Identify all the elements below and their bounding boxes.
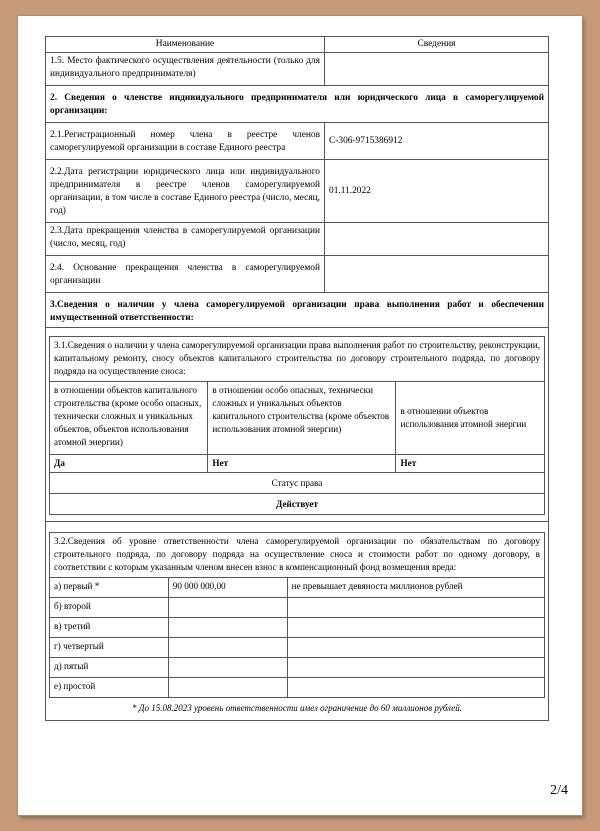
page-number: 2/4 <box>550 783 568 798</box>
liability-amount <box>168 618 287 638</box>
liability-level: а) первый * <box>50 578 169 598</box>
section-2-row <box>46 86 549 123</box>
row-2-2-label: 2.2.Дата регистрации юридического лица или индивидуального предпринимателя в реестре членов саморегулируемой организации, в том числе в составе Единого реестра (число, месяц, год) <box>46 160 325 223</box>
liability-level: г) четвертый <box>50 638 169 658</box>
liability-desc: не превышает девяноста миллионов рублей <box>287 578 544 598</box>
liability-row <box>50 618 545 638</box>
row-1-5-value <box>325 53 549 86</box>
row-2-4-value <box>325 256 549 293</box>
document-page <box>18 16 582 815</box>
rights-val-general: Да <box>50 455 208 473</box>
liability-amount <box>168 598 287 618</box>
row-2-1-value: С-306-9715386912 <box>325 123 549 160</box>
row-2-4 <box>46 256 549 293</box>
rights-val-dangerous: Нет <box>208 455 396 473</box>
header-name: Наименование <box>46 37 325 53</box>
liability-desc <box>287 618 544 638</box>
liability-level: д) пятый <box>50 658 169 678</box>
section-3-row <box>46 293 549 328</box>
liability-amount: 90 000 000,00 <box>168 578 287 598</box>
section-3-2-container <box>46 522 549 721</box>
rights-col-dangerous: в отношении особо опасных, технически сложных и уникальных объектов капитального строительства (кроме объектов использования атомной энергии) <box>208 382 396 455</box>
table-header-row <box>46 37 549 53</box>
liability-amount <box>168 658 287 678</box>
section-3-title: 3.Сведения о наличии у члена саморегулируемой организации права выполнения работ и обеспечении имущественной ответственности: <box>46 293 549 328</box>
rights-val-atomic: Нет <box>396 455 545 473</box>
rights-col-atomic: в отношении объектов использования атомной энергии <box>396 382 545 455</box>
row-2-2-value: 01.11.2022 <box>325 160 549 223</box>
row-2-1 <box>46 123 549 160</box>
row-2-3 <box>46 223 549 256</box>
row-2-4-label: 2.4. Основание прекращения членства в саморегулируемой организации <box>46 256 325 293</box>
status-value: Действует <box>50 494 545 515</box>
row-1-5-label: 1.5. Место фактического осуществления деятельности (только для индивидуального предпринимателя) <box>46 53 325 86</box>
extract-table <box>45 36 549 721</box>
section-3-1-row <box>46 328 549 522</box>
row-2-2 <box>46 160 549 223</box>
section-3-2-row <box>46 522 549 721</box>
liability-level: е) простой <box>50 678 169 698</box>
liability-amount <box>168 638 287 658</box>
rights-col-general: в отношении объектов капитального строительства (кроме особо опасных, технически сложных и уникальных объектов, объектов использования атомной энергии) <box>50 382 208 455</box>
header-info: Сведения <box>325 37 549 53</box>
liability-desc <box>287 638 544 658</box>
liability-row <box>50 578 545 598</box>
section-3-1-container <box>46 328 549 522</box>
rights-values-row <box>50 455 545 473</box>
rights-columns-row <box>50 382 545 455</box>
liability-level: б) второй <box>50 598 169 618</box>
section-3-2-title: 3.2.Сведения об уровне ответственности члена саморегулируемой организации по обязательствам по договору строительного подряда, по договору подряда на осуществление сноса и стоимости работ по одному договору, в соответствии с которым указанным членом внесен взнос в компенсационный фонд возмещения вреда: <box>50 533 545 578</box>
rights-table <box>49 336 545 515</box>
row-2-3-value <box>325 223 549 256</box>
liability-desc <box>287 678 544 698</box>
liability-table <box>49 532 545 698</box>
liability-row <box>50 678 545 698</box>
status-label: Статус права <box>50 473 545 494</box>
liability-desc <box>287 658 544 678</box>
liability-level: в) третий <box>50 618 169 638</box>
section-2-title: 2. Сведения о членстве индивидуального предпринимателя или юридического лица в саморегулируемой организации: <box>46 86 549 123</box>
row-2-3-label: 2.3.Дата прекращения членства в саморегулируемой организации (число, месяц, год) <box>46 223 325 256</box>
liability-row <box>50 598 545 618</box>
liability-row <box>50 638 545 658</box>
liability-amount <box>168 678 287 698</box>
liability-desc <box>287 598 544 618</box>
section-3-1-title: 3.1.Сведения о наличии у члена саморегулируемой организации права выполнения работ по строительству, реконструкции, капитальному ремонту, сносу объектов капитального строительства по договору строительного подряда, по договору подряда на осуществление сноса: <box>50 337 545 382</box>
footnote: * До 15.08.2023 уровень ответственности имел ограничение до 60 миллионов рублей. <box>132 703 462 713</box>
row-2-1-label: 2.1.Регистрационный номер члена в реестре членов саморегулируемой организации в составе Единого реестра <box>46 123 325 160</box>
liability-row <box>50 658 545 678</box>
row-1-5 <box>46 53 549 86</box>
